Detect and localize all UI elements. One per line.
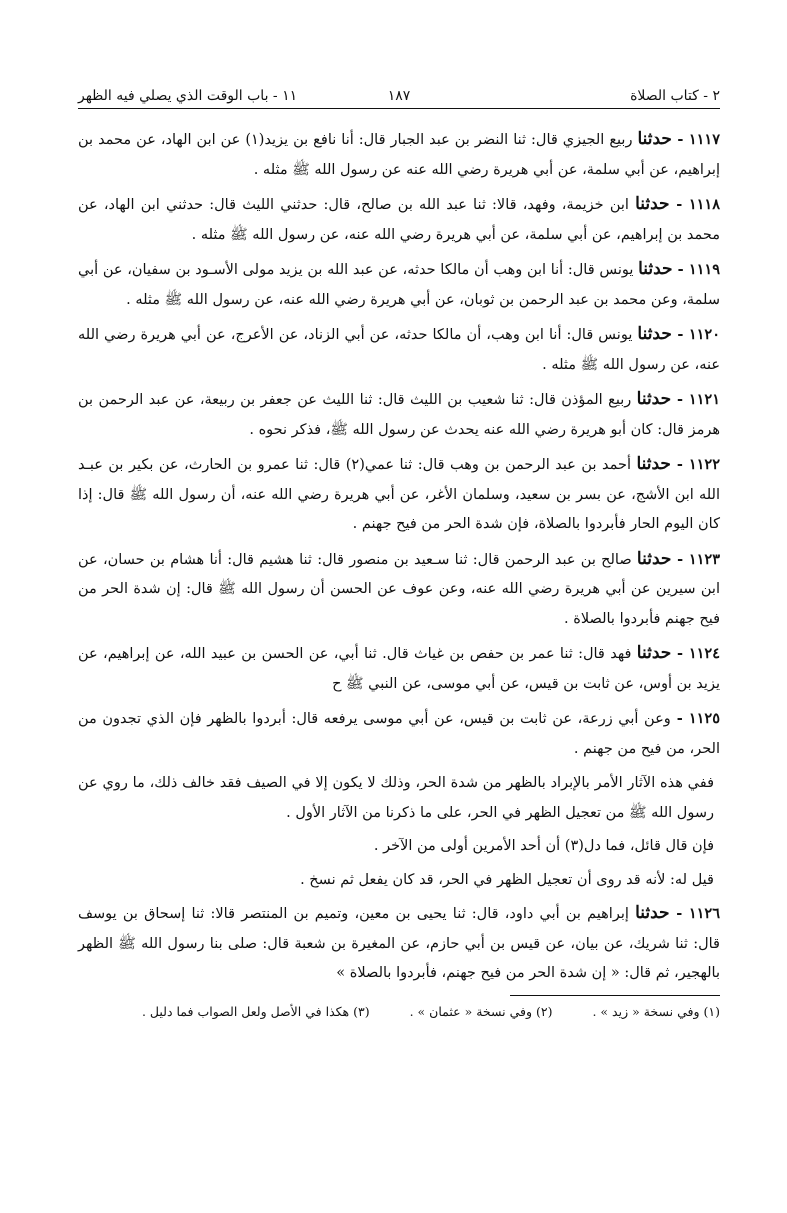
hadith-text: ربيع المؤذن قال: ثنا شعيب بن الليث قال: ثنا الليث عن جعفر بن ربيعة، عن عبد الرحمن بن هرمز قال: كان أبو هريرة رضي الله عنه يحدث عن رسول الله ﷺ، فذكر نحوه . [78,392,720,438]
hadith-text: ربيع الجيزي قال: ثنا النضر بن عبد الجبار قال: أنا نافع بن يزيد(١) عن ابن الهاد، عن محمد بن إبراهيم، عن أبي سلمة، عن أبي هريرة رضي الله عنه عن رسول الله ﷺ مثله . [78,132,720,178]
hadith-1126 [78,899,720,989]
footnote-3: (٣) هكذا في الأصل ولعل الصواب فما دليل . [141,1003,370,1019]
hadith-number: ١١٢٠ - [671,326,720,343]
footnote-1: (١) وفي نسخة « زيد » . [592,1003,720,1019]
hadith-number: ١١٢٤ - [671,645,720,662]
hadith-text: ابن خزيمة، وفهد، قالا: ثنا عبد الله بن صالح، قال: حدثني الليث قال: حدثني ابن الهاد، عن محمد بن إبراهيم، عن أبي سلمة، عن أبي هريرة رضي الله عنه، عن رسول الله ﷺ مثله . [78,197,720,243]
hadith-text: وعن أبي زرعة، عن ثابت بن قيس، عن أبي موسى يرفعه قال: أبردوا بالظهر فإن الذي تجدون من الحر، من فيح من جهنم . [78,711,720,757]
hadith-lead: حدثنا [636,548,672,569]
hadith-lead: حدثنا [638,259,673,279]
hadith-lead: حدثنا [636,389,672,409]
hadith-number: ١١٢٢ - [670,456,720,473]
hadith-number: ١١٢٣ - [671,550,720,568]
hadith-text: إبراهيم بن أبي داود، قال: ثنا يحيى بن معين، وتميم بن المنتصر قالا: ثنا إسحاق بن يوسف قال: ثنا شريك، عن بيان، عن قيس بن أبي حازم، عن المغيرة بن شعبة قال: صلى بنا رسول الله ﷺ الظهر بالهجير، ثم قال: « إن شدة الحر من فيح جهنم، فأبردوا بالصلاة » [78,906,720,981]
page-number: ١٨٧ [387,88,411,104]
hadith-text: يونس قال: أنا ابن وهب، أن مالكا حدثه، عن أبي الزناد، عن الأعرج، عن أبي هريرة رضي الله عنه، عن رسول الله ﷺ مثله . [78,327,720,373]
book-page [78,88,720,1022]
header-book-title: ٢ - كتاب الصلاة [630,88,720,104]
hadith-lead: حدثنا [636,643,672,663]
hadith-1122 [78,450,720,540]
hadith-text: فهد قال: ثنا عمر بن حفص بن غياث قال. ثنا أبي، عن الحسن بن عبيد الله، عن إبراهيم، عن يزيد بن أوس، عن ثابت بن قيس، عن أبي موسى، عن النبي ﷺ ح [78,646,720,692]
hadith-number: ١١٢٥ - [670,710,720,727]
footnote-divider [510,995,720,996]
hadith-text: يونس قال: أنا ابن وهب أن مالكا حدثه، عن عبد الله بن يزيد مولى الأسـود بن سفيان، عن أبي سلمة، وعن محمد بن عبد الرحمن بن ثوبان، عن أبي هريرة رضي الله عنه، عن رسول الله ﷺ مثله . [78,262,720,308]
footnotes [78,1002,720,1022]
hadith-lead: حدثنا [637,129,672,149]
hadith-lead: حدثنا [635,903,670,923]
hadith-1120 [78,320,720,380]
hadith-lead: حدثنا [635,194,670,214]
commentary-paragraph: قيل له: لأنه قد روى أن تعجيل الظهر في الحر، قد كان يفعل ثم نسخ . [300,871,714,888]
hadith-number: ١١١٩ - [672,261,720,278]
page-body [78,125,720,989]
header-chapter-title: ١١ - باب الوقت الذي يصلي فيه الظهر [78,88,298,104]
hadith-1123 [78,545,720,635]
hadith-text: أحمد بن عبد الرحمن بن وهب قال: ثنا عمي(٢) قال: ثنا عمرو بن الحارث، عن بكير بن عبـد الله ابن الأشج، عن بسر بن سعيد، وسلمان الأغر، عن أبي هريرة رضي الله عنه، أن رسول الله ﷺ قال: إذا كان اليوم الحار فأبردوا بالصلاة، فإن شدة الحر من فيح جهنم . [78,457,720,532]
hadith-number: ١١٢١ - [671,391,720,408]
hadith-1125 [78,704,720,764]
hadith-lead: حدثنا [636,454,671,474]
hadith-text: صالح بن عبد الرحمن قال: ثنا سـعيد بن منصور قال: ثنا هشيم قال: أنا هشام بن حسان، عن ابن سيرين عن أبي هريرة رضي الله عنه، وعن عوف عن الحسن أن رسول الله ﷺ قال: إن شدة الحر من فيح جهنم فأبردوا بالصلاة . [78,551,720,627]
hadith-1117 [78,125,720,185]
hadith-1124 [78,639,720,699]
hadith-1121 [78,385,720,445]
commentary-paragraph: ففي هذه الآثار الأمر بالإبراد بالظهر من شدة الحر، وذلك لا يكون إلا في الصيف فقد خالف ذلك، ما روي عن رسول الله ﷺ من تعجيل الظهر في الحر، على ما ذكرنا من الآثار الأول . [78,775,714,821]
hadith-lead: حدثنا [637,324,672,344]
hadith-number: ١١١٧ - [671,131,720,148]
footnote-2: (٢) وفي نسخة « عثمان » . [409,1003,553,1019]
hadith-1119 [78,255,720,315]
running-header [78,88,720,109]
hadith-number: ١١٢٦ - [669,905,720,922]
hadith-number: ١١١٨ - [669,196,720,213]
hadith-1118 [78,190,720,250]
commentary-paragraph: فإن قال قائل، فما دل(٣) أن أحد الأمرين أولى من الآخر . [373,838,714,854]
